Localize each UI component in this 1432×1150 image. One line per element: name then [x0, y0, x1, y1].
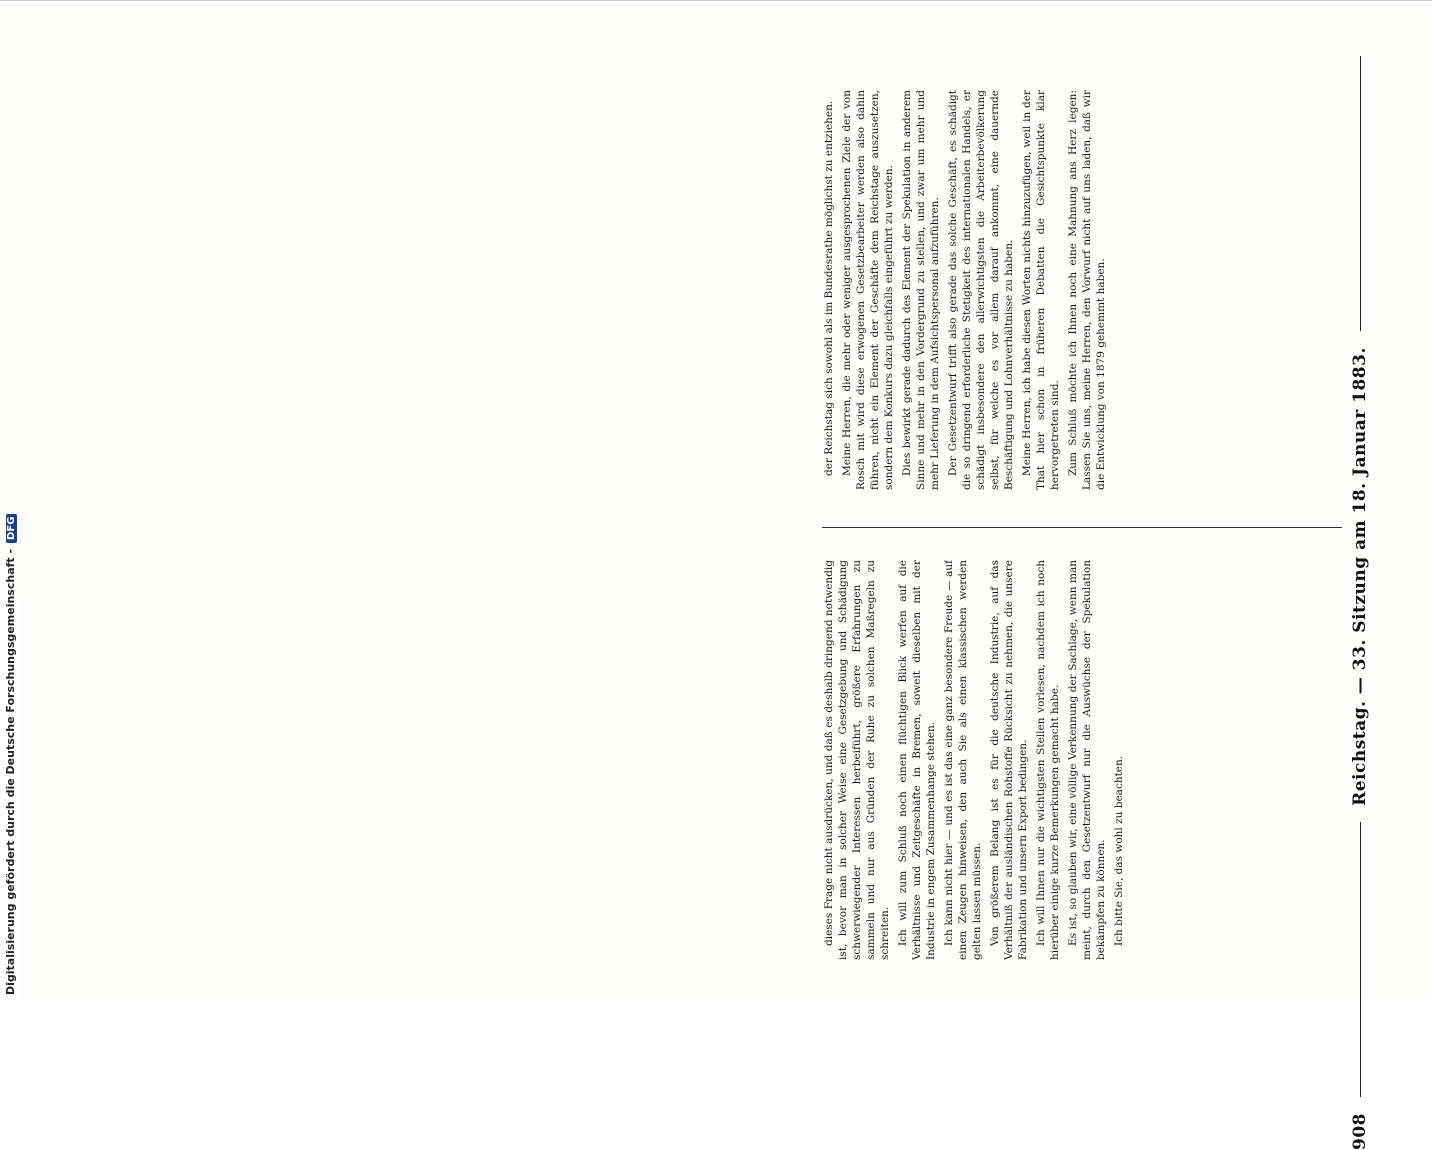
paragraph: der Reichstag sich sowohl als im Bundesrathe möglichst zu entziehen. — [823, 100, 835, 476]
paragraph: Meine Herren, ich habe diesen Worten nichts hinzuzufügen, weil in der That hier schon in früheren Debatten die Gesichtspunkte klar hervorgetreten sind. — [1021, 90, 1061, 490]
paragraph: Ich kann nicht hier — und es ist das eine ganz besondere Freude — auf einen Zeugen hinweisen, den auch Sie als einen klassischen werden gelten lassen müssen. — [943, 560, 983, 960]
paragraph: Von größerem Belang ist es für die deutsche Industrie, auf das Verhältniß der ausländischen Rohstoffe Rücksicht zu nehmen, die unsere Fabrikation und unsern Export bedingen. — [989, 560, 1029, 960]
paragraph: Ich will zum Schluß noch einen flüchtigen Blick werfen auf die Verhältnisse und Zeitgeschäfte in Bremen, soweit dieselben mit der Industrie in engem Zusammenhange stehen. — [897, 560, 937, 960]
paragraph: Der Gesetzentwurf trifft also gerade das solche Geschäft, es schädigt die so dringend erforderliche Stetigkeit des internationalen Handels, er schädigt insbesondere den allerwichtigsten die Arbeiterbevölkerung selbst, für welche es vor allem darauf ankommt, eine dauernde Beschäftigung und Lohnverhältnisse zu haben. — [947, 90, 1015, 490]
paragraph: Dies bewirkt gerade dadurch des Element der Spekulation in anderem Sinne und mehr in den Vordergrund zu stellen, und zwar um mehr und mehr Lieferung in dem Aufsichtspersonal aufzuführen. — [901, 90, 941, 490]
text-column-left — [822, 90, 1342, 490]
paragraph: Zum Schluß möchte ich Ihnen noch eine Mahnung ans Herz legen: Lassen Sie uns, meine Herren, den Vorwurf nicht auf uns laden, daß wir die Entwicklung von 1879 gehemmt haben. — [1067, 90, 1107, 490]
page-number: 908 — [1350, 1113, 1370, 1150]
dfg-logo-icon: DFG — [6, 514, 17, 543]
page-header-title: Reichstag. — 33. Sitzung am 18. Januar 1883. — [1350, 347, 1370, 806]
paragraph: Ich will Ihnen nur die wichtigsten Stellen vorlesen, nachdem ich noch hierüber einige kurze Bemerkungen gemacht habe. — [1035, 560, 1061, 960]
header-rule-left — [1360, 822, 1361, 1097]
paragraph: dieses Frage nicht ausdrücken, und daß es deshalb dringend notwendig ist, bevor man in solcher Weise eine Gesetzgebung und Schädigung schwerwiegender Interessen herbeiführt, größere Erfahrungen zu sammeln und nur aus Gründen der Ruhe zu solchen Maßregeln zu schreiten. — [823, 560, 891, 960]
column-divider — [822, 527, 1342, 528]
digitization-credit — [4, 514, 17, 995]
paragraph: Es ist, so glauben wir, eine völlige Verkennung der Sachlage, wenn man meint, durch den Gesetzentwurf nur die Auswüchse der Spekulation bekämpfen zu können. — [1067, 560, 1107, 960]
credit-label: Digitalisierung gefördert durch die Deutsche Forschungsgemeinschaft - — [4, 548, 17, 995]
paragraph: Meine Herren, die mehr oder weniger ausgesprochenen Ziele der von Rosch mit wird diese erwogenen Gesetzbearbeiter werden also dahin führen, nicht ein Element der Geschäfte dem Reichstage auszusetzen, sondern dem Konkurs dazu gleichfalls eingeführt zu werden. — [841, 90, 895, 490]
header-rule-right — [1360, 56, 1361, 331]
rotated-page-content — [87, 0, 1432, 1150]
page-header — [1348, 40, 1372, 1150]
paragraph: Ich bitte Sie, das wohl zu beachten. — [1113, 755, 1125, 946]
text-column-right — [822, 560, 1342, 960]
